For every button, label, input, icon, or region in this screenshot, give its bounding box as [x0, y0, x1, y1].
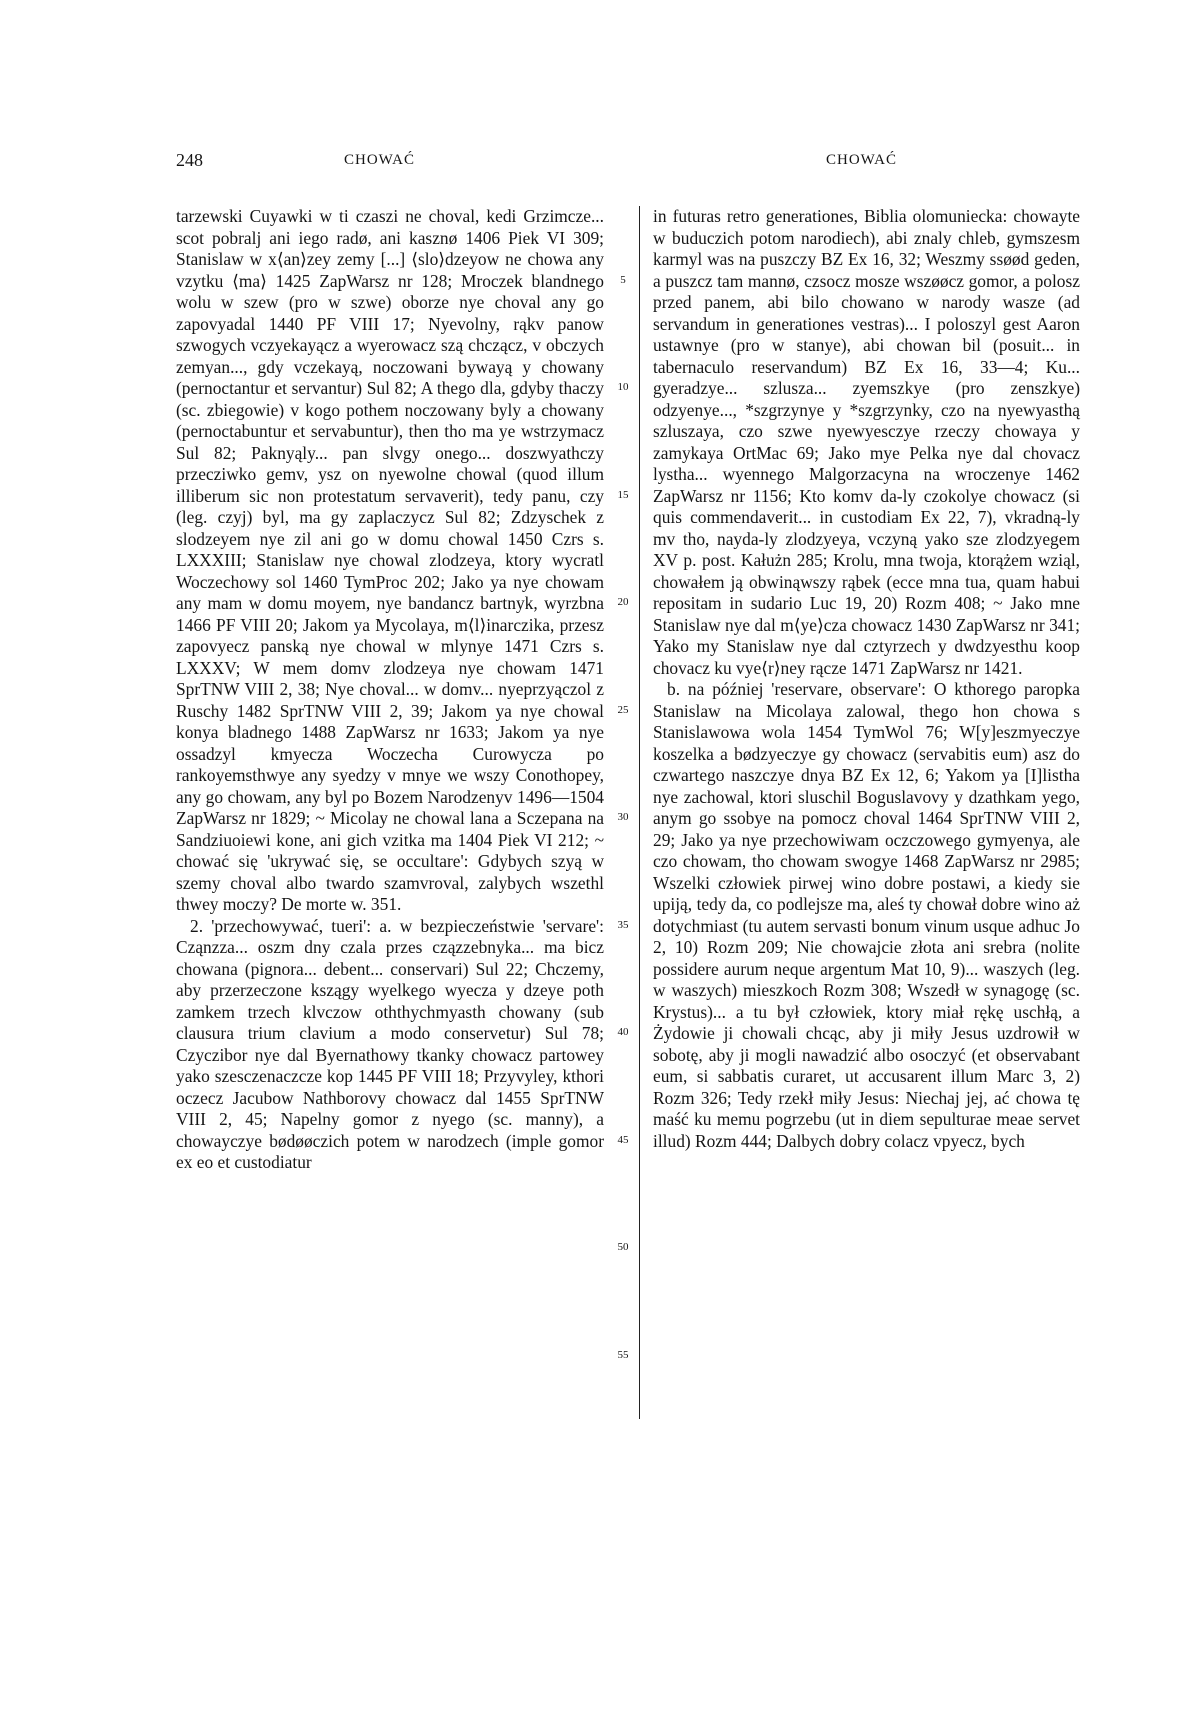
line-number: 30 [617, 811, 629, 823]
running-head-right: CHOWAĆ [826, 152, 898, 168]
running-head-left: CHOWAĆ [344, 152, 416, 168]
left-column-paragraph: 2. 'przechowywać, tueri': a. w bezpieczeństwie 'servare': Cząnzza... oszm dny czala przes czązzebnyka... ma bicz chowana (pignora... debent... conservari) Sul 22; Chczemy, aby przerzeczone kszągy wyelkego wyecza y dzeye poth zamkem trzech klvczow oththychmyasth chowany (sub clausura trium clavium a modo conservetur) Sul 78; Czyczibor nye dal Byernathowy tkanky chowacz partowey yako szesczenaczcze kop 1445 PF VIII 18; Przyvyley, kthori oczecz Jacubow Nathborovy chowacz dal 1455 SprTNW VIII 2, 45; Napelny gomor z nyego (sc. manny), a chowayczye bødøøczich potem w narodzech (imple gomor ex eo et custodiatur [176, 915, 604, 1172]
line-number: 5 [620, 274, 626, 286]
page-header [176, 150, 1080, 180]
line-number: 50 [617, 1241, 629, 1253]
right-column-paragraph: b. na później 'reservare, observare': O kthorego paropka Stanislaw na Micolaya zalowal, thego hon chowa s Stanislawowa wola 1454 TymWol 76; W[y]eszmyeczye koszelka a bødzyeczye gy chowacz (servabitis eum) asz do czwartego naszczye dnya BZ Ex 12, 6; Yakom ya [I]listha nye zachowal, ktori sluschil Boguslavovy y dzathkam yego, anym go ssobye na pomocz choval 1464 SprTNW VIII 2, 29; Jako ya nye przechowiwam oczczowego gymyenya, ale czo chowam, tho chowam swogye 1468 ZapWarsz nr 2985; Wszelki człowiek pirwej wino dobre postawi, a kiedy sie upiją, tedy da, co podlejsze ma, aleś ty chował dobre wino aż dotychmiast (tu autem servasti bonum vinum usque adhuc Jo 2, 10) Rozm 209; Nie chowajcie złota ani srebra (nolite possidere aurum neque argentum Mat 10, 9)... waszych (leg. w waszych) mieszkoch Rozm 308; Wszedł w synagogę (sc. Krystus)... a tu był człowiek, ktory miał rękę uschłą, a Żydowie ji chowali chcąc, aby ji miły Jesus uzdrowił w sobotę, aby ji mogli nawadzić albo osoczyć (et observabant eum, si sabbatis curaret, ut accusarent illum Marc 3, 2) Rozm 326; Tedy rzekł miły Jesus: Niechaj jej, ać chowa tę maść ku memu pogrzebu (ut in diem sepulturae meae servet illud) Rozm 444; Dalbych dobry colacz vpyecz, bych [653, 679, 1080, 1151]
line-number: 20 [617, 596, 629, 608]
column-divider [639, 206, 640, 1419]
left-column-paragraph: tarzewski Cuyawki w ti czaszi ne choval, kedi Grzimcze... scot pobralj ani iego radø, ani kasznø 1406 Piek VI 309; Stanislaw w x⟨an⟩zey zemy [...] ⟨slo⟩dzeyow ne chowa any vzytku ⟨ma⟩ 1425 ZapWarsz nr 128; Mroczek blandnego wolu w szew (pro w szwe) oborze nye choval any go zapovyadal 1440 PF VIII 17; Nyevolny, rąkv panow szwogych vczyekayącz a wyerowacz szą chcząсz, v obczych zemyan..., gdy vczekayą, noczowani bywayą y chowany (pernoctantur et servantur) Sul 82; A thego dla, gdyby thaczy (sc. zbiegowie) v kogo pothem noczowany byly a chowany (pernoctabuntur et servabuntur), then tho ma ye wstrzymacz Sul 82; Paknyąly... pan slvgy onego... doszwyathczy przecziwko gemv, ysz on nyewolne chowal (quod illum illiberum sic non protestatum servaverit), tedy panu, czy (leg. czyj) byl, ma gy zaplaczycz Sul 82; Zdzyschek z slodzeyem nye zil ani go w domu chowal 1450 Czrs s. LXXXIII; Stanislaw nye chowal zlodzeya, ktory wycratl Woczechowy sol 1460 TymProc 202; Jako ya nye chowam any mam w domu moyem, nye bandancz bartnyk, wyrzbna 1466 PF VIII 20; Jakom ya Mycolaya, m⟨l⟩inarczika, przesz zapovyecz panską nye chowal w mlynye 1471 Czrs s. LXXXV; W mem domv zlodzeya nye chowam 1471 SprTNW VIII 2, 38; Nye choval... w domv... nyeprzyączol z Ruschy 1482 SprTNW VIII 2, 39; Jakom ya nye chowal konya bladnego 1488 ZapWarsz nr 1633; Jakom ya nye ossadzyl kmyecza Woczecha Curowycza po rankoyemsthwye any syedzy v mnye we wszy Conothopey, any go chowam, any byl po Bozem Narodzenyv 1496—1504 ZapWarsz nr 1829; ~ Micolay ne chowal lana a Sczepana na Sandziuoiewi kone, ani gich vzitka ma 1404 Piek VI 212; ~ chować się 'ukrywać się, se occultare': Gdybych szyą w szemy choval albo twardo szamvroval, zalybych wszethl thwey moczy? De morte w. 351. [176, 206, 604, 914]
line-number: 10 [617, 381, 629, 393]
left-column [176, 206, 604, 1174]
line-number: 45 [617, 1134, 629, 1146]
right-column-paragraph: in futuras retro generationes, Biblia olomuniecka: chowayte w buduczich potom narodiech), abi znaly chleb, gymszesm karmyl was na puszczy BZ Ex 16, 32; Weszmy ssøød geden, a puszcz tam mannø, czsocz mosze wszøøcz gomor, a polosz przed panem, abi bilo chowano w narody wasze (ad servandum in generationes vestras)... I poloszyl gest Aaron ustawnye (pro w stanye), abi chowan bil (posuit... in tabernaculo reservandum) BZ Ex 16, 33—4; Ku... gyeradzye... szlusza... zyemszkye (pro zenszkye) odzyenye..., *szgrzynye y *szgrzynky, czo na nyewyasthą szluszaya, czo szwe nyewyesczye rzeczy chowaya y zamykaya OrtMac 69; Jako mye Pelka nye dal chovacz lystha... wyennego Malgorzacyna na wroczenye 1462 ZapWarsz nr 1156; Kto komv da-ly czokolye chowacz (si quis commendaverit... in custodiam Ex 22, 7), vkradną-ly mv tho, nayda-ly zlodzyeya, vczyną yako sze zlodzyegem XV p. post. Kałużn 285; Krolu, mna twoja, ktorążem wziąl, chowałem ją obwinąwszy rąbek (ecce mna tua, quam habui repositam in sudario Luc 19, 20) Rozm 408; ~ Jako mne Stanislaw nye dal m⟨ye⟩cza chowacz 1430 ZapWarsz nr 341; Yako my Stanislaw nye dal cztyrzech y dwdzyesthu koop chovacz ku vye⟨r⟩ney rącze 1471 ZapWarsz nr 1421. [653, 206, 1080, 678]
page-number: 248 [176, 150, 203, 170]
line-number: 15 [617, 489, 629, 501]
line-number: 35 [617, 919, 629, 931]
line-number: 55 [617, 1349, 629, 1361]
line-number: 25 [617, 704, 629, 716]
right-column [653, 206, 1080, 1152]
line-number: 40 [617, 1026, 629, 1038]
